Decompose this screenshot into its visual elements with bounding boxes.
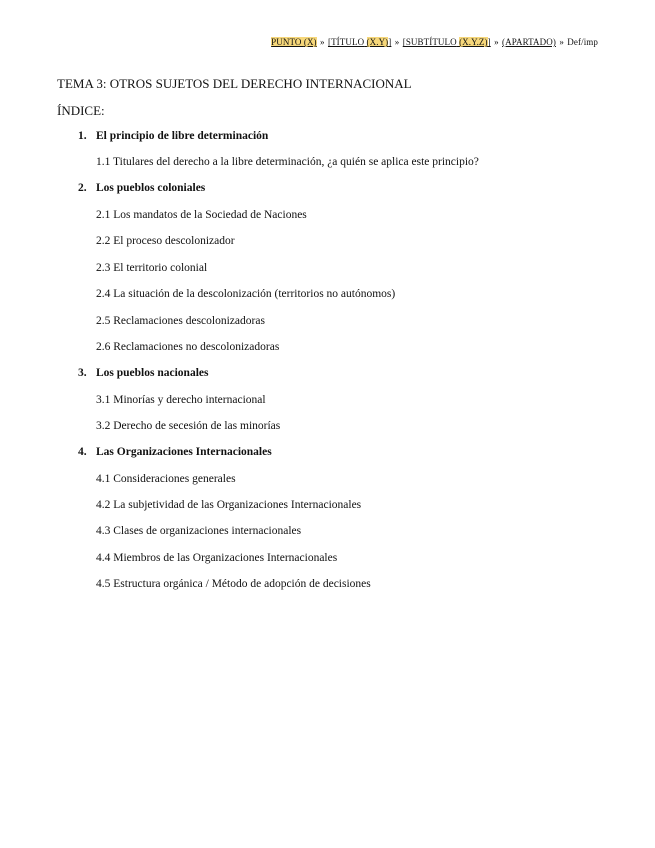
index-item: 4.4 Miembros de las Organizaciones Internacionales [96,552,338,564]
index-item: 2.6 Reclamaciones no descolonizadoras [96,341,280,353]
legend-arrow: » [494,37,499,47]
section-number: 1. [78,130,87,142]
legend-subtitulo-label: [SUBTÍTULO [402,37,457,47]
legend-titulo-code: (X.Y) [366,37,389,47]
section-title: El principio de libre determinación [96,130,269,142]
section-number: 3. [78,367,87,379]
index-item: 4.3 Clases de organizaciones internacionales [96,525,302,537]
index-item: 3.1 Minorías y derecho internacional [96,394,266,406]
legend-subtitulo-code: (X.Y.Z) [459,37,488,47]
legend-def-imp: Def/imp [567,37,598,47]
legend-arrow: » [559,37,564,47]
page-title: TEMA 3: OTROS SUJETOS DEL DERECHO INTERNACIONAL [57,76,412,91]
index-item: 2.2 El proceso descolonizador [96,235,235,247]
section-1-heading [78,130,268,142]
index-item: 4.5 Estructura orgánica / Método de adopción de decisiones [96,578,371,590]
section-title: Los pueblos nacionales [96,367,209,379]
legend-arrow: » [320,37,325,47]
section-number: 4. [78,446,87,458]
legend-titulo-label: [TÍTULO [327,37,365,47]
section-4-heading [78,446,272,458]
index-label: ÍNDICE: [57,103,105,118]
section-title: Las Organizaciones Internacionales [96,446,272,458]
section-title: Los pueblos coloniales [96,182,206,194]
legend-punto-label: PUNTO [271,37,302,47]
index-item: 2.4 La situación de la descolonización (territorios no autónomos) [96,288,396,300]
section-3-heading [78,367,208,379]
heading-legend [271,37,598,47]
index-item: 3.2 Derecho de secesión de las minorías [96,420,281,432]
index-item: 4.1 Consideraciones generales [96,473,236,485]
legend-subtitulo-close: ] [487,37,491,47]
legend-punto [271,37,317,47]
index-item: 2.5 Reclamaciones descolonizadoras [96,315,265,327]
legend-titulo-close: ] [388,37,392,47]
index-item: 1.1 Titulares del derecho a la libre determinación, ¿a quién se aplica este principio? [96,156,479,168]
legend-apartado: (APARTADO) [502,37,556,47]
section-2-heading [78,182,205,194]
legend-subtitulo [403,37,491,47]
index-item: 2.3 El territorio colonial [96,262,208,274]
section-number: 2. [78,182,87,194]
legend-arrow: » [394,37,400,47]
legend-titulo [328,37,391,47]
legend-punto-code: (X) [303,37,317,47]
index-item: 4.2 La subjetividad de las Organizaciones Internacionales [96,499,362,511]
index-item: 2.1 Los mandatos de la Sociedad de Naciones [96,209,307,221]
